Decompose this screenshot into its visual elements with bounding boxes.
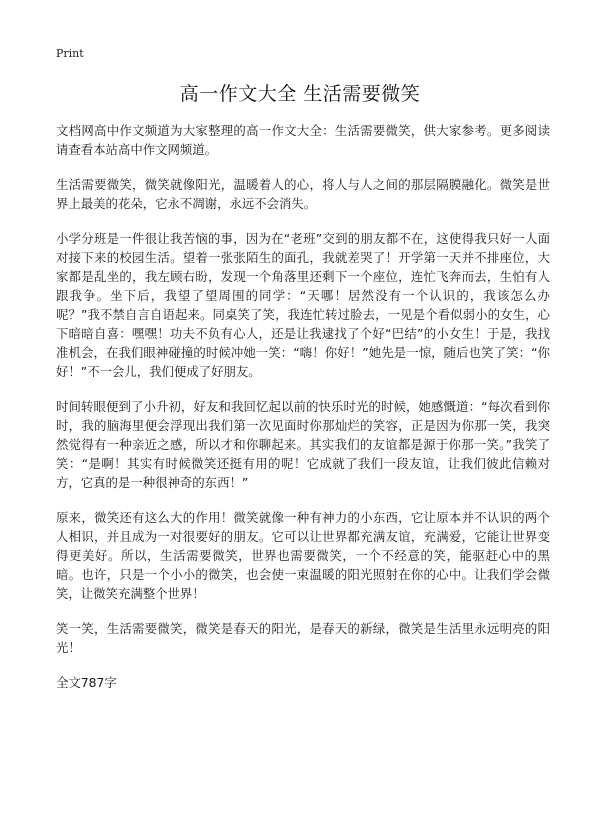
paragraph-2: 小学分班是一件很让我苦恼的事，因为在“老班”交到的朋友都不在，这使得我只好一人面对接下来的校园生活。望着一张张陌生的面孔，我就差哭了！开学第一天并不排座位，大家都是乱坐的，我左顾右盼，发现一个角落里还剩下一个座位，连忙飞奔而去，生怕有人跟我争。坐下后，我望了望周围的同学：“天哪！居然没有一个认识的，我该怎么办呢？”我不禁自言自语起来。同桌笑了笑，我连忙转过脸去，一见是个看似弱小的女生，心下暗暗自喜：嘿嘿！功夫不负有心人，还是让我逮找了个好“巴结”的小女生！于是，我找准机会，在我们眼神碰撞的时候冲她一笑：“嗨！你好！”她先是一惊，随后也笑了笑：“你好！”不一会儿，我们便成了好朋友。	[56, 231, 550, 379]
paragraph-5: 笑一笑，生活需要微笑，微笑是春天的阳光，是春天的新绿，微笑是生活里永远明亮的阳光！	[56, 621, 550, 655]
article-title: 高一作文大全 生活需要微笑	[179, 83, 421, 105]
paragraph-intro: 文档网高中作文频道为大家整理的高一作文大全：生活需要微笑，供大家参考。更多阅读请查看本站高中作文网频道。	[56, 123, 550, 157]
article-body	[56, 121, 550, 692]
word-count: 全文787字	[56, 675, 117, 690]
paragraph-1: 生活需要微笑，微笑就像阳光，温暖着人的心，将人与人之间的那层隔膜融化。微笑是世界上最美的花朵，它永不凋谢，永远不会消失。	[56, 177, 550, 211]
paragraph-3: 时间转眼便到了小升初，好友和我回忆起以前的快乐时光的时候，她感慨道：“每次看到你时，我的脑海里便会浮现出我们第一次见面时你那灿烂的笑容，正是因为你那一笑，我突然觉得有一种亲近之感，所以才和你聊起来。其实我们的友谊都是源于你那一笑。”我笑了笑：“是啊！其实有时候微笑还挺有用的呢！它成就了我们一段友谊，让我们彼此信赖对方，它真的是一种很神奇的东西！”	[56, 399, 550, 490]
paragraph-4: 原来，微笑还有这么大的作用！微笑就像一种有神力的小东西，它让原本并不认识的两个人相识，并且成为一对很要好的朋友。它可以让世界都充满友谊，充满爱，它能让世界变得更美好。所以，生活需要微笑，世界也需要微笑，一个不经意的笑，能驱赶心中的黑暗。也许，只是一个小小的微笑，也会使一束温暖的阳光照射在你的心中。让我们学会微笑，让微笑充满整个世界！	[56, 510, 550, 601]
print-link[interactable]: Print	[56, 47, 84, 60]
